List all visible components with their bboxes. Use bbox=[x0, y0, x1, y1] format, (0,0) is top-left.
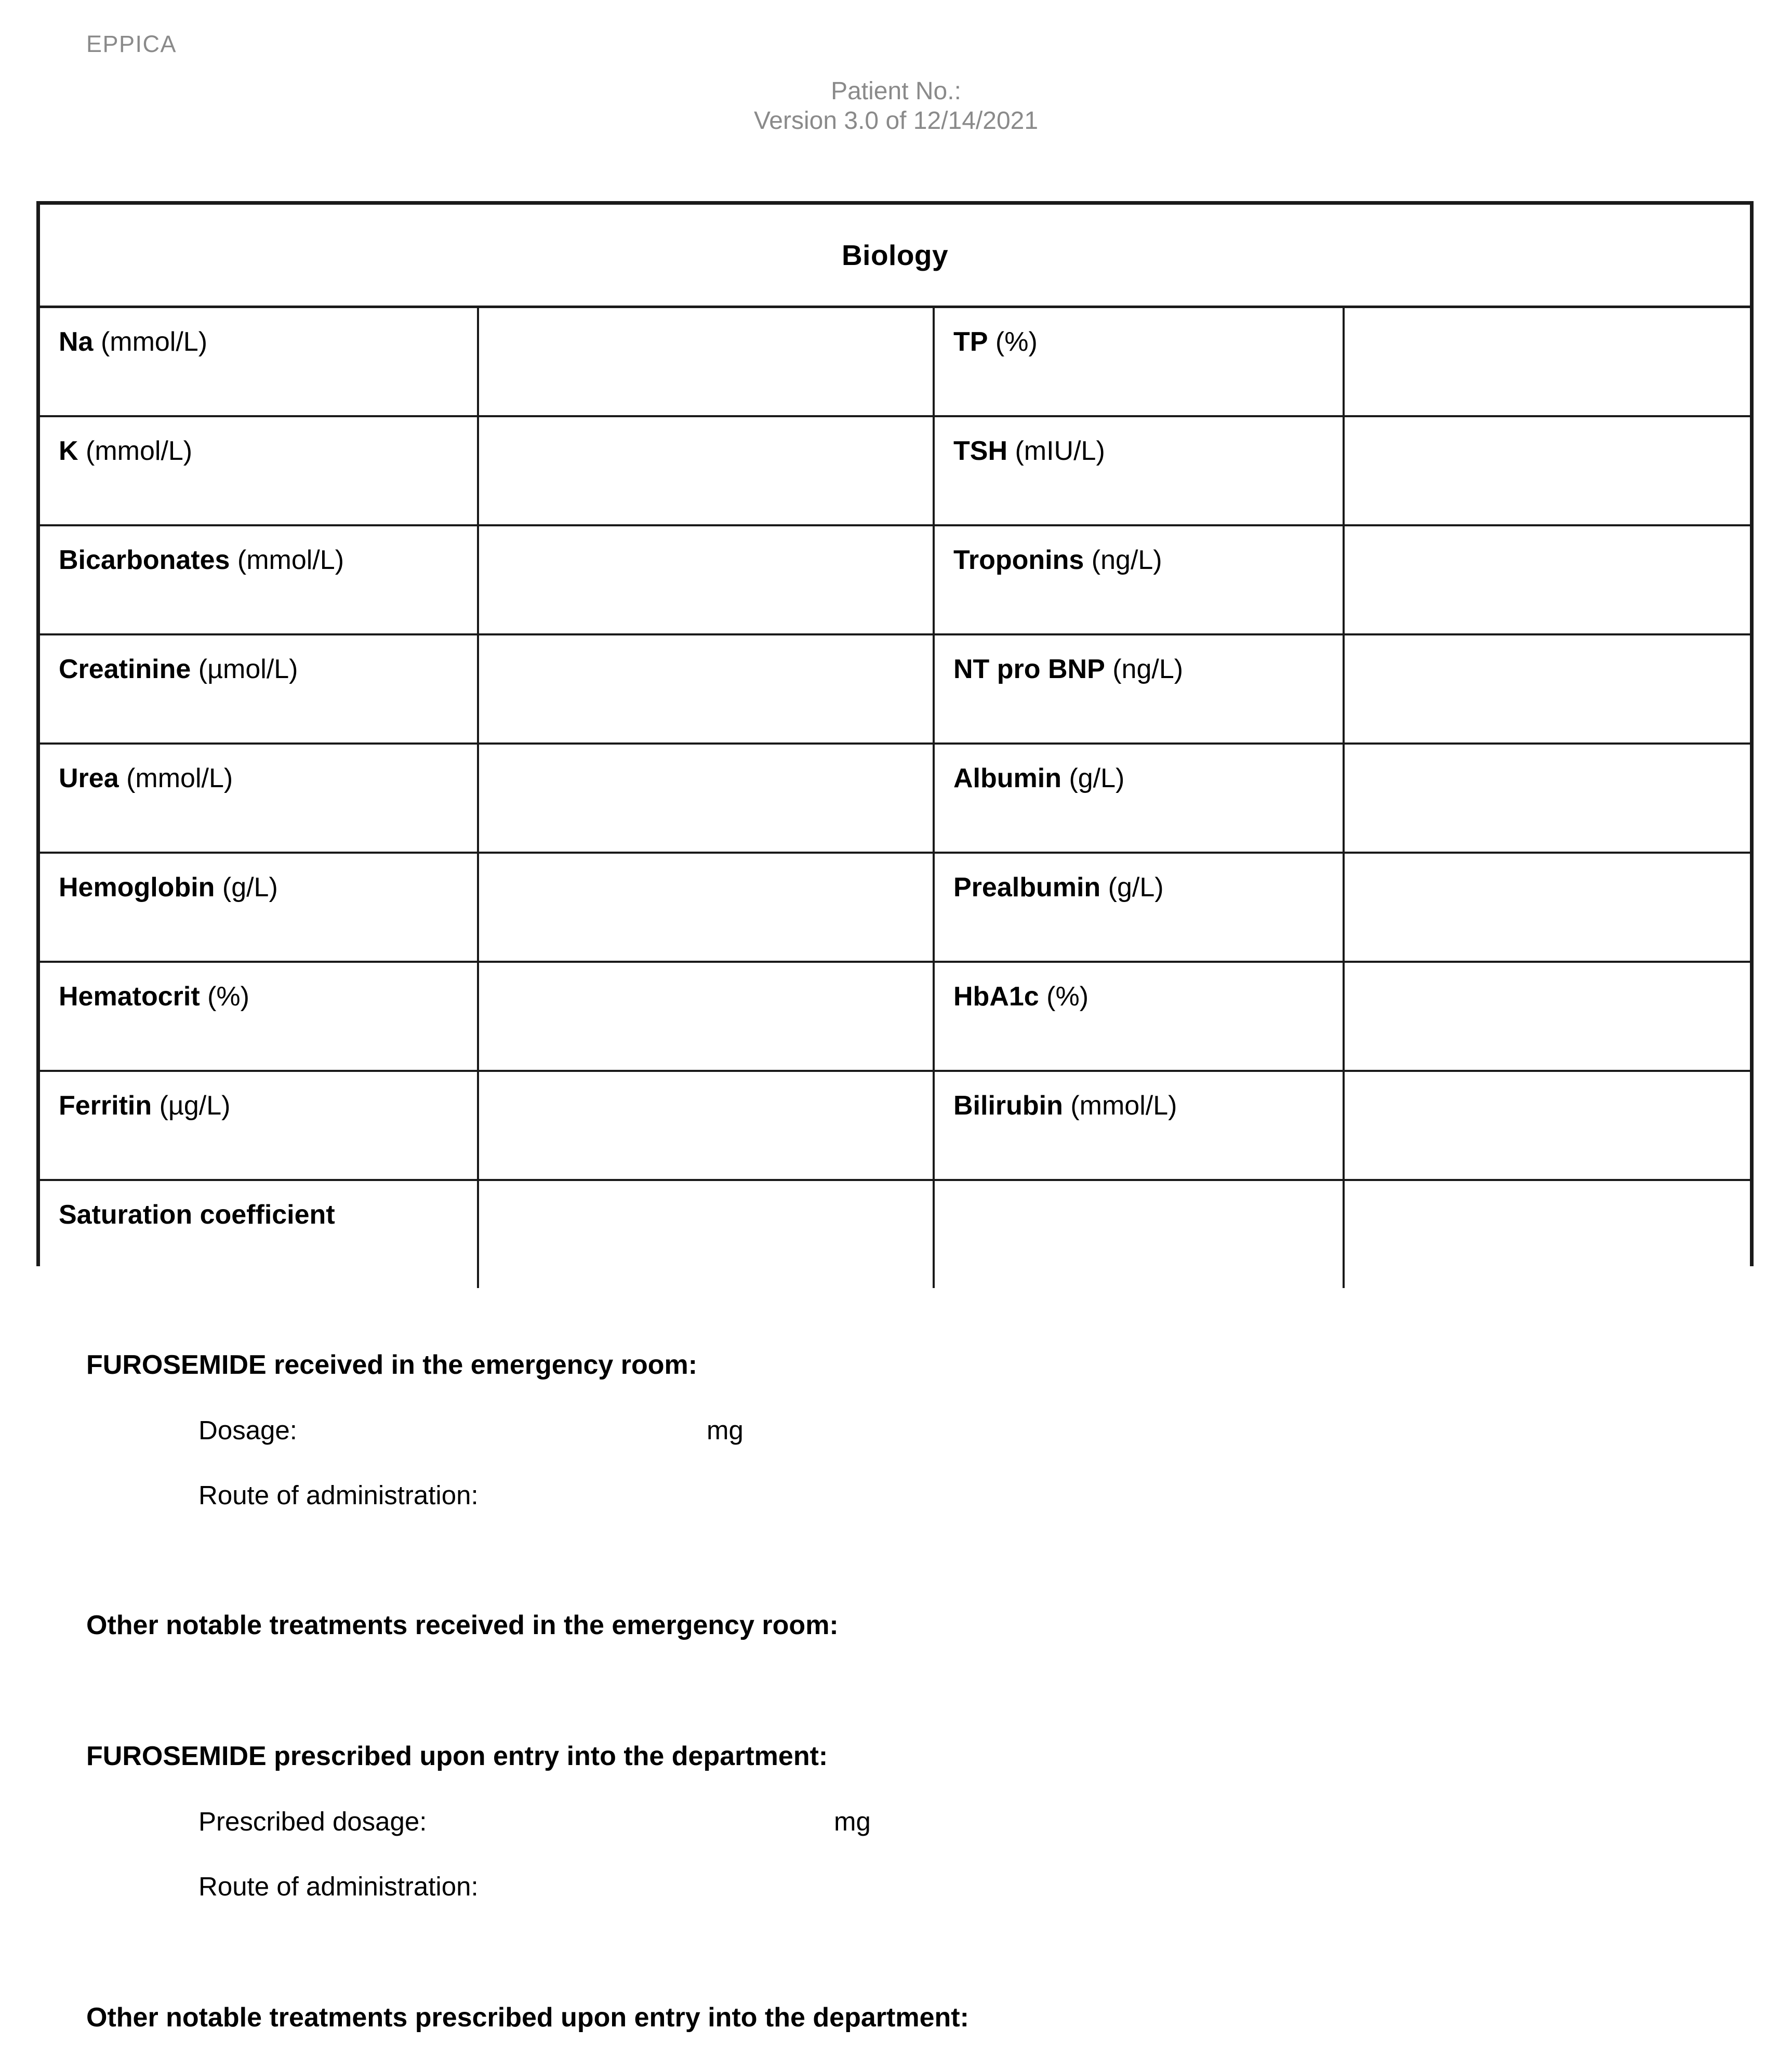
analyte-value[interactable] bbox=[479, 745, 951, 870]
furosemide-emergency-heading: FUROSEMIDE received in the emergency room: bbox=[86, 1350, 698, 1380]
analyte-value[interactable] bbox=[1345, 854, 1769, 979]
analyte-value-cell[interactable] bbox=[1344, 1071, 1750, 1180]
table-row bbox=[40, 307, 1750, 417]
analyte-value-cell[interactable] bbox=[1344, 525, 1750, 634]
analyte-value[interactable] bbox=[479, 635, 951, 761]
biology-title: Biology bbox=[841, 239, 949, 271]
table-row bbox=[40, 744, 1750, 853]
analyte-label-cell bbox=[40, 416, 478, 525]
document-header bbox=[0, 0, 1792, 171]
analyte-label: Na (mmol/L) bbox=[59, 327, 208, 357]
furosemide-emergency-dosage-unit: mg bbox=[707, 1415, 744, 1445]
version-line: Version 3.0 of 12/14/2021 bbox=[753, 107, 1039, 135]
analyte-label-cell bbox=[40, 744, 478, 853]
table-row bbox=[40, 1071, 1750, 1180]
analyte-label-cell bbox=[934, 307, 1344, 417]
analyte-label: Prealbumin (g/L) bbox=[953, 872, 1164, 903]
analyte-label: NT pro BNP (ng/L) bbox=[953, 654, 1184, 684]
analyte-value-cell[interactable] bbox=[478, 525, 934, 634]
analyte-label-cell bbox=[40, 1180, 478, 1288]
other-treatments-emergency-heading: Other notable treatments received in the emergency room: bbox=[86, 1610, 839, 1640]
analyte-label: Albumin (g/L) bbox=[953, 763, 1125, 793]
analyte-label-cell bbox=[934, 525, 1344, 634]
analyte-value[interactable] bbox=[479, 963, 951, 1089]
analyte-value[interactable] bbox=[479, 854, 951, 979]
analyte-label-cell bbox=[40, 853, 478, 962]
analyte-label: Ferritin (µg/L) bbox=[59, 1091, 231, 1121]
analyte-label: Bilirubin (mmol/L) bbox=[953, 1091, 1177, 1121]
analyte-label-cell bbox=[934, 1071, 1344, 1180]
furosemide-department-route-label: Route of administration: bbox=[198, 1872, 479, 1901]
analyte-value-cell[interactable] bbox=[478, 744, 934, 853]
analyte-label: Creatinine (µmol/L) bbox=[59, 654, 298, 684]
analyte-value[interactable] bbox=[1345, 1072, 1769, 1198]
analyte-label: HbA1c (%) bbox=[953, 982, 1089, 1012]
analyte-label: Urea (mmol/L) bbox=[59, 763, 233, 793]
analyte-value-cell[interactable] bbox=[478, 853, 934, 962]
analyte-label-cell bbox=[40, 634, 478, 744]
analyte-label-cell bbox=[40, 525, 478, 634]
analyte-value[interactable] bbox=[1345, 526, 1769, 652]
table-row bbox=[40, 525, 1750, 634]
biology-table bbox=[36, 201, 1754, 1266]
furosemide-department-dosage-label: Prescribed dosage: bbox=[198, 1807, 427, 1836]
analyte-label-cell bbox=[934, 853, 1344, 962]
analyte-label-cell bbox=[934, 1180, 1344, 1288]
analyte-value[interactable] bbox=[479, 308, 951, 434]
furosemide-department-dosage-unit: mg bbox=[834, 1807, 871, 1836]
other-treatments-department-heading: Other notable treatments prescribed upon entry into the department: bbox=[86, 2002, 969, 2033]
table-header-row bbox=[40, 205, 1750, 307]
table-row bbox=[40, 634, 1750, 744]
analyte-label-cell bbox=[40, 307, 478, 417]
analyte-value-cell[interactable] bbox=[1344, 962, 1750, 1071]
analyte-value[interactable] bbox=[1345, 1181, 1769, 1307]
eppica-logo: EPPICA bbox=[86, 31, 177, 57]
analyte-value-cell[interactable] bbox=[478, 1180, 934, 1288]
analyte-label-cell bbox=[934, 634, 1344, 744]
analyte-value-cell[interactable] bbox=[1344, 853, 1750, 962]
analyte-value[interactable] bbox=[1345, 963, 1769, 1089]
table-row bbox=[40, 416, 1750, 525]
table-row bbox=[40, 853, 1750, 962]
analyte-value[interactable] bbox=[1345, 635, 1769, 761]
analyte-value-cell[interactable] bbox=[1344, 744, 1750, 853]
analyte-value-cell[interactable] bbox=[1344, 634, 1750, 744]
furosemide-emergency-route-label: Route of administration: bbox=[198, 1480, 479, 1510]
furosemide-emergency-dosage-label: Dosage: bbox=[198, 1415, 297, 1445]
analyte-value-cell[interactable] bbox=[478, 962, 934, 1071]
analyte-value-cell[interactable] bbox=[478, 307, 934, 417]
analyte-label: Saturation coefficient bbox=[59, 1200, 335, 1230]
furosemide-department-heading: FUROSEMIDE prescribed upon entry into the department: bbox=[86, 1741, 828, 1771]
analyte-label: TP (%) bbox=[953, 327, 1038, 357]
analyte-value-cell[interactable] bbox=[478, 416, 934, 525]
analyte-label: Hematocrit (%) bbox=[59, 982, 249, 1012]
analyte-label-cell bbox=[934, 416, 1344, 525]
analyte-value-cell[interactable] bbox=[1344, 416, 1750, 525]
analyte-value-cell[interactable] bbox=[1344, 1180, 1750, 1288]
analyte-label: Hemoglobin (g/L) bbox=[59, 872, 278, 903]
analyte-value[interactable] bbox=[1345, 417, 1769, 543]
analyte-value-cell[interactable] bbox=[478, 1071, 934, 1180]
analyte-value-cell[interactable] bbox=[1344, 307, 1750, 417]
analyte-label: Troponins (ng/L) bbox=[953, 545, 1162, 575]
analyte-label: Bicarbonates (mmol/L) bbox=[59, 545, 344, 575]
table-row bbox=[40, 962, 1750, 1071]
analyte-value[interactable] bbox=[479, 1181, 951, 1307]
patient-number-label: Patient No.: bbox=[831, 77, 961, 105]
analyte-label-cell bbox=[40, 1071, 478, 1180]
analyte-label: TSH (mIU/L) bbox=[953, 436, 1105, 466]
analyte-label bbox=[935, 1181, 1343, 1200]
table-row bbox=[40, 1180, 1750, 1288]
analyte-label-cell bbox=[934, 744, 1344, 853]
analyte-value[interactable] bbox=[1345, 745, 1769, 870]
analyte-label: K (mmol/L) bbox=[59, 436, 193, 466]
analyte-label-cell bbox=[40, 962, 478, 1071]
document-meta bbox=[0, 77, 1792, 136]
analyte-value[interactable] bbox=[479, 417, 951, 543]
analyte-value[interactable] bbox=[479, 526, 951, 652]
biology-title-cell bbox=[40, 205, 1750, 307]
analyte-value-cell[interactable] bbox=[478, 634, 934, 744]
analyte-label-cell bbox=[934, 962, 1344, 1071]
analyte-value[interactable] bbox=[1345, 308, 1769, 434]
biology-grid bbox=[40, 205, 1750, 1288]
analyte-value[interactable] bbox=[479, 1072, 951, 1198]
